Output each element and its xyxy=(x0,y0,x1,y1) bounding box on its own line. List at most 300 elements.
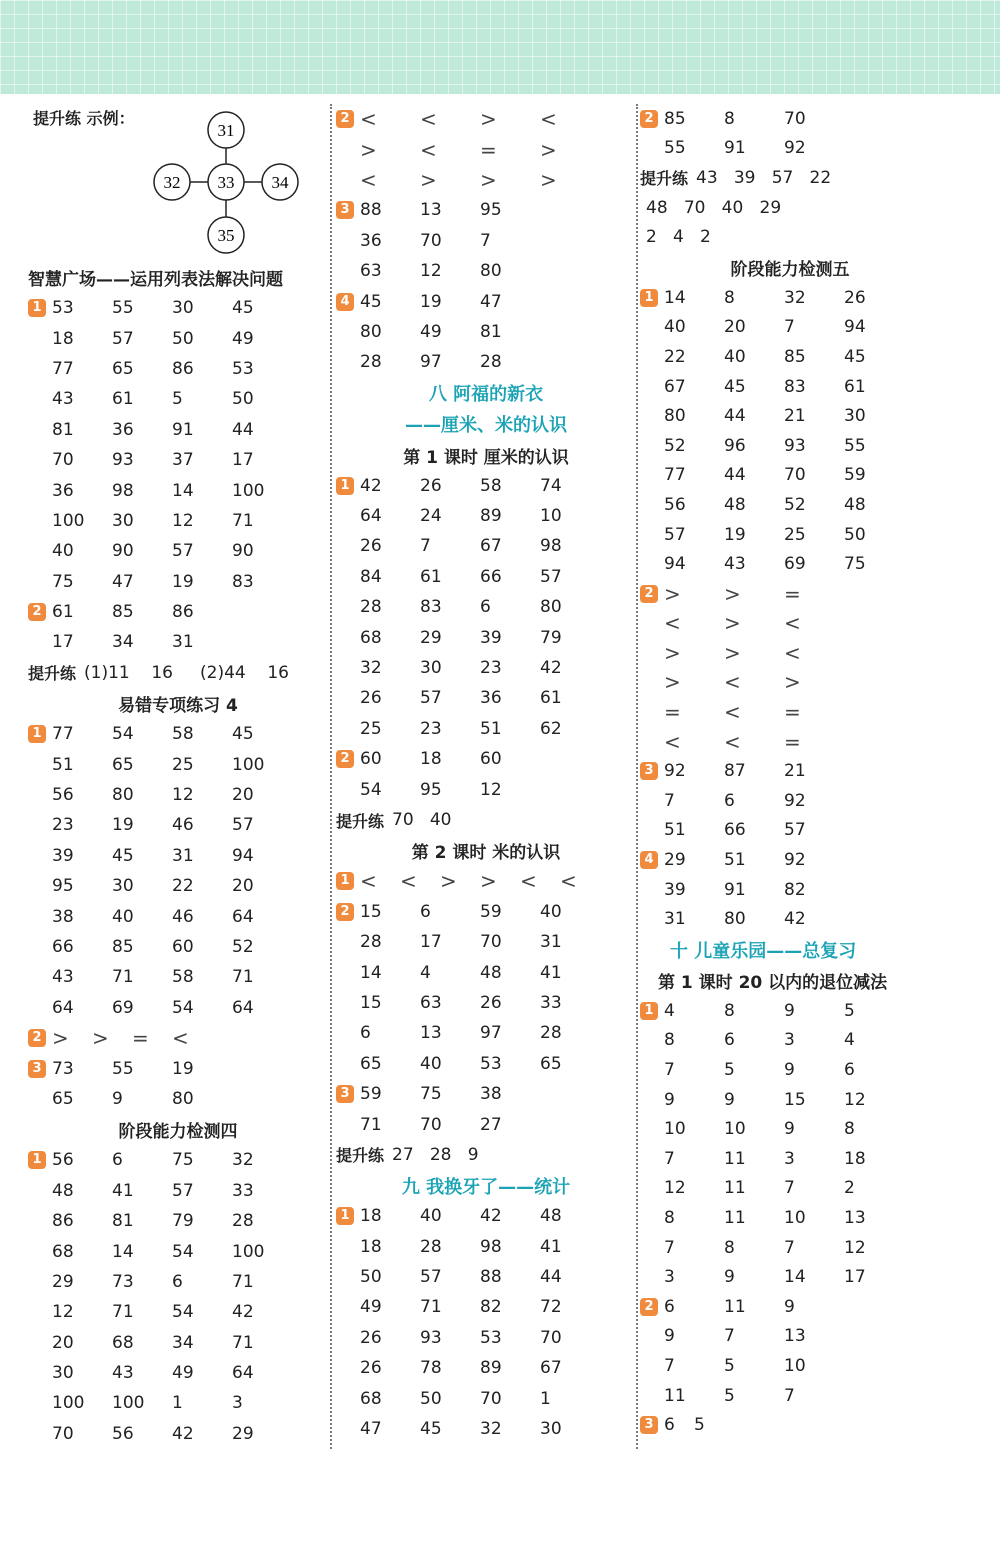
answer-value: 28 xyxy=(540,1023,562,1044)
answer-value: 29 xyxy=(52,1271,74,1292)
answer-row xyxy=(640,1055,940,1085)
answer-value: 66 xyxy=(480,566,502,587)
answer-value: 5 xyxy=(724,1060,735,1081)
answer-value: 32 xyxy=(360,658,382,679)
comparison-symbol: > xyxy=(440,869,457,894)
answer-value: 60 xyxy=(480,749,502,770)
answer-value: 30 xyxy=(540,1419,562,1440)
answer-value: 87 xyxy=(724,761,746,782)
answer-value: 78 xyxy=(420,1358,442,1379)
answer-value: 51 xyxy=(52,754,74,775)
answer-value: 59 xyxy=(480,901,502,922)
answer-value: 70 xyxy=(480,1388,502,1409)
answer-value: 61 xyxy=(52,602,74,623)
answer-value: 53 xyxy=(480,1053,502,1074)
comparison-symbol: = xyxy=(132,1026,149,1051)
answer-value: 69 xyxy=(112,997,134,1018)
answer-value: 100 xyxy=(232,480,265,501)
answer-value: 21 xyxy=(784,761,806,782)
answer-row xyxy=(640,1085,940,1115)
answer-value: 51 xyxy=(480,718,502,739)
answer-value: 42 xyxy=(540,658,562,679)
answer-value: 95 xyxy=(420,779,442,800)
answer-row xyxy=(640,1410,940,1440)
answer-row xyxy=(28,1053,328,1083)
answer-block xyxy=(640,579,940,757)
answer-value: 68 xyxy=(112,1332,134,1353)
lesson-title: 第 1 课时 厘米的认识 xyxy=(403,447,569,468)
answer-value: 82 xyxy=(480,1297,502,1318)
tisheng-label: 提升练 xyxy=(336,1146,385,1166)
answer-value: 28 xyxy=(480,352,502,373)
answer-value: 28 xyxy=(420,1236,442,1257)
answer-value: 7 xyxy=(784,1385,795,1406)
answer-row xyxy=(28,323,328,353)
answer-value: 42 xyxy=(172,1423,194,1444)
answer-row xyxy=(640,638,940,668)
answer-value: 19 xyxy=(112,815,134,836)
answer-value: 40 xyxy=(420,1206,442,1227)
answer-block xyxy=(336,104,636,195)
answer-value: 28 xyxy=(232,1211,254,1232)
comparison-symbol: = xyxy=(480,137,497,162)
answer-value: 6 xyxy=(664,1296,675,1317)
answer-row xyxy=(640,372,940,402)
answer-value: 18 xyxy=(52,328,74,349)
answer-value: 80 xyxy=(360,321,382,342)
answer-value: 55 xyxy=(844,435,866,456)
answer-value: 31 xyxy=(172,845,194,866)
answer-value: 98 xyxy=(112,480,134,501)
answer-value: 7 xyxy=(784,1237,795,1258)
answer-value: 29 xyxy=(232,1423,254,1444)
question-number-badge: 1 xyxy=(28,725,46,743)
answer-value: 89 xyxy=(480,506,502,527)
answer-value: 7 xyxy=(664,1060,675,1081)
unit-title: 十 儿童乐园——总复习 xyxy=(670,940,857,962)
answer-value: 71 xyxy=(232,1271,254,1292)
answer-row xyxy=(336,1323,636,1353)
question-number-badge: 3 xyxy=(336,201,354,219)
answer-value: 65 xyxy=(112,358,134,379)
answer-value: 80 xyxy=(480,261,502,282)
answer-value: 98 xyxy=(540,536,562,557)
unit-title: 九 我换牙了——统计 xyxy=(401,1176,571,1198)
comparison-symbol: > xyxy=(540,137,557,162)
tisheng-row xyxy=(28,658,328,688)
answer-row xyxy=(336,256,636,286)
comparison-symbol: < xyxy=(520,869,537,894)
answer-value: 80 xyxy=(724,909,746,930)
comparison-symbol: < xyxy=(540,107,557,132)
answer-value: 38 xyxy=(480,1084,502,1105)
answer-value: 1 xyxy=(540,1388,551,1409)
question-number-badge: 1 xyxy=(28,299,46,317)
answer-row xyxy=(640,579,940,609)
top-grid-band xyxy=(0,0,1000,94)
answer-value: 32 xyxy=(232,1150,254,1171)
question-number-badge: 4 xyxy=(640,851,658,869)
answer-row xyxy=(28,1419,328,1449)
answer-value: 93 xyxy=(112,450,134,471)
answer-value: 61 xyxy=(420,566,442,587)
answer-value: 74 xyxy=(540,475,562,496)
answer-value: 59 xyxy=(844,465,866,486)
diagram-num-center: 33 xyxy=(217,173,235,192)
answer-value: 93 xyxy=(420,1327,442,1348)
answer-row xyxy=(336,744,636,774)
answer-row xyxy=(28,962,328,992)
answer-value: 43 xyxy=(724,554,746,575)
answer-row xyxy=(336,683,636,713)
answer-value: 100 xyxy=(232,754,265,775)
answer-value: 9 xyxy=(664,1089,675,1110)
answer-value: 22 xyxy=(172,876,194,897)
answer-row xyxy=(336,653,636,683)
answer-block xyxy=(336,471,636,745)
question-number-badge: 1 xyxy=(28,1151,46,1169)
tisheng-text: (1)11 16 (2)44 16 xyxy=(84,662,289,683)
answer-value: 91 xyxy=(724,138,746,159)
answer-row xyxy=(640,1114,940,1144)
answer-value: 44 xyxy=(540,1267,562,1288)
answer-row xyxy=(28,871,328,901)
answer-value: 95 xyxy=(52,876,74,897)
answer-value: 85 xyxy=(784,346,806,367)
answer-row xyxy=(640,431,940,461)
answer-row xyxy=(336,714,636,744)
answer-value: 80 xyxy=(664,406,686,427)
answer-value: 63 xyxy=(360,261,382,282)
answer-row xyxy=(336,286,636,316)
answer-value: 28 xyxy=(360,932,382,953)
answer-row xyxy=(336,531,636,561)
answer-value: 47 xyxy=(480,291,502,312)
question-number-badge: 2 xyxy=(640,1298,658,1316)
answer-value: 77 xyxy=(52,724,74,745)
answer-value: 8 xyxy=(664,1030,675,1051)
answer-value: 97 xyxy=(420,352,442,373)
section-title: 阶段能力检测四 xyxy=(118,1122,238,1143)
answer-value: 88 xyxy=(480,1267,502,1288)
answer-row xyxy=(28,810,328,840)
answer-row xyxy=(28,1084,328,1114)
answer-value: 12 xyxy=(52,1302,74,1323)
answer-value: 31 xyxy=(172,632,194,653)
answer-value: 10 xyxy=(664,1119,686,1140)
answer-block xyxy=(640,104,940,163)
answer-value: 73 xyxy=(112,1271,134,1292)
answer-value: 17 xyxy=(52,632,74,653)
comparison-symbol: < xyxy=(172,1026,189,1051)
diagram-num-top: 31 xyxy=(217,121,235,140)
answer-row xyxy=(640,283,940,313)
answer-row xyxy=(336,927,636,957)
answer-value: 26 xyxy=(360,1358,382,1379)
answer-value: 26 xyxy=(480,992,502,1013)
answer-row xyxy=(28,841,328,871)
answer-value: 57 xyxy=(172,541,194,562)
answer-value: 17 xyxy=(844,1267,866,1288)
answer-value: 6 xyxy=(360,1023,371,1044)
answer-value: 46 xyxy=(172,815,194,836)
answer-value: 92 xyxy=(784,790,806,811)
answer-value: 5 xyxy=(724,1355,735,1376)
answer-row xyxy=(28,475,328,505)
answer-value: 26 xyxy=(360,688,382,709)
answer-value: 61 xyxy=(844,376,866,397)
answer-value: 13 xyxy=(420,200,442,221)
question-number-badge: 2 xyxy=(336,903,354,921)
answer-value: 100 xyxy=(52,510,85,531)
answer-value: 85 xyxy=(664,108,686,129)
answer-value: 8 xyxy=(724,108,735,129)
answer-value: 26 xyxy=(360,1327,382,1348)
answer-value: 73 xyxy=(52,1058,74,1079)
answer-value: 61 xyxy=(540,688,562,709)
comparison-symbol: = xyxy=(784,581,801,606)
answer-row xyxy=(28,1267,328,1297)
answer-row xyxy=(640,1381,940,1411)
question-number-badge: 1 xyxy=(336,1207,354,1225)
answer-block xyxy=(336,866,636,896)
answer-value: 13 xyxy=(844,1207,866,1228)
answer-value: 29 xyxy=(420,627,442,648)
tisheng-row xyxy=(640,222,940,252)
answer-value: 14 xyxy=(784,1267,806,1288)
answer-value: 46 xyxy=(172,906,194,927)
answer-value: 48 xyxy=(480,962,502,983)
answer-row xyxy=(336,774,636,804)
answer-row xyxy=(28,719,328,749)
answer-row xyxy=(640,904,940,934)
tisheng-text: 43 39 57 22 xyxy=(696,167,832,188)
answer-value: 47 xyxy=(360,1419,382,1440)
answer-row xyxy=(640,1144,940,1174)
answer-block xyxy=(336,744,636,805)
answer-row xyxy=(336,317,636,347)
diagram-num-bottom: 35 xyxy=(217,226,235,245)
answer-value: 57 xyxy=(664,524,686,545)
answer-value: 75 xyxy=(52,571,74,592)
answer-value: 15 xyxy=(360,992,382,1013)
answer-value: 77 xyxy=(664,465,686,486)
answer-value: 5 xyxy=(724,1385,735,1406)
answer-value: 8 xyxy=(844,1119,855,1140)
comparison-symbol: < xyxy=(400,869,417,894)
answer-row xyxy=(640,1351,940,1381)
tisheng-row xyxy=(336,805,636,835)
answer-value: 6 xyxy=(664,1415,675,1436)
answer-row xyxy=(28,536,328,566)
answer-value: 70 xyxy=(420,230,442,251)
answer-value: 12 xyxy=(480,779,502,800)
answer-row xyxy=(28,749,328,779)
answer-value: 13 xyxy=(784,1326,806,1347)
answer-row xyxy=(28,1358,328,1388)
answer-row xyxy=(336,866,636,896)
answer-value: 52 xyxy=(664,435,686,456)
answer-value: 25 xyxy=(360,718,382,739)
answer-value: 30 xyxy=(420,658,442,679)
answer-value: 56 xyxy=(664,494,686,515)
answer-row xyxy=(28,1145,328,1175)
number-cross-diagram xyxy=(28,104,328,262)
section-title: 易错专项练习 4 xyxy=(118,696,238,717)
answer-value: 65 xyxy=(360,1053,382,1074)
comparison-symbol: > xyxy=(420,167,437,192)
answer-row xyxy=(640,756,940,786)
answer-value: 60 xyxy=(172,937,194,957)
comparison-symbol: < xyxy=(560,869,577,894)
answer-value: 57 xyxy=(112,328,134,349)
tisheng-text: 27 28 9 xyxy=(392,1144,479,1165)
answer-row xyxy=(336,1049,636,1079)
answer-value: 70 xyxy=(784,465,806,486)
answer-value: 65 xyxy=(112,754,134,775)
answer-value: 94 xyxy=(664,554,686,575)
column-divider xyxy=(330,104,332,1449)
answer-value: 42 xyxy=(360,475,382,496)
answer-value: 96 xyxy=(724,435,746,456)
answer-row xyxy=(28,780,328,810)
answer-value: 41 xyxy=(540,1236,562,1257)
answer-row xyxy=(28,1023,328,1053)
answer-row xyxy=(640,1322,940,1352)
answer-value: 43 xyxy=(112,1363,134,1384)
answer-value: 45 xyxy=(360,291,382,312)
answer-value: 57 xyxy=(172,1180,194,1201)
answer-value: 20 xyxy=(724,317,746,338)
answer-block xyxy=(28,1023,328,1053)
answer-value: 57 xyxy=(420,1267,442,1288)
answer-row xyxy=(640,313,940,343)
section-title: 智慧广场——运用列表法解决问题 xyxy=(28,270,283,290)
answer-row xyxy=(640,1292,940,1322)
answer-value: 4 xyxy=(844,1030,855,1051)
answer-value: 11 xyxy=(724,1296,746,1317)
answer-value: 70 xyxy=(540,1327,562,1348)
answer-value: 12 xyxy=(172,510,194,531)
answer-row xyxy=(640,1174,940,1204)
comparison-symbol: < xyxy=(360,167,377,192)
answer-value: 19 xyxy=(420,291,442,312)
answer-value: 81 xyxy=(480,321,502,342)
answer-value: 7 xyxy=(784,1178,795,1199)
answer-value: 90 xyxy=(232,541,254,562)
answer-value: 29 xyxy=(664,850,686,871)
answer-value: 56 xyxy=(52,1150,74,1171)
answer-value: 41 xyxy=(112,1180,134,1201)
answer-value: 10 xyxy=(724,1119,746,1140)
answer-value: 62 xyxy=(540,718,562,739)
lesson-title: 第 2 课时 米的认识 xyxy=(411,843,561,864)
column-2 xyxy=(336,104,636,1449)
answer-block xyxy=(640,283,940,579)
answer-row xyxy=(336,1414,636,1444)
comparison-symbol: > xyxy=(784,670,801,695)
answer-value: 14 xyxy=(112,1241,134,1262)
answer-value: 30 xyxy=(112,510,134,531)
answer-value: 18 xyxy=(360,1236,382,1257)
answer-value: 98 xyxy=(480,1236,502,1257)
answer-value: 12 xyxy=(844,1089,866,1110)
answer-value: 14 xyxy=(360,962,382,983)
answer-value: 51 xyxy=(724,850,746,871)
answer-value: 59 xyxy=(360,1084,382,1105)
answer-row xyxy=(640,490,940,520)
comparison-symbol: < xyxy=(784,640,801,665)
answer-value: 18 xyxy=(844,1148,866,1169)
answer-value: 89 xyxy=(480,1358,502,1379)
answer-value: 97 xyxy=(480,1023,502,1044)
question-number-badge: 2 xyxy=(640,585,658,603)
answer-value: 67 xyxy=(540,1358,562,1379)
answer-value: 84 xyxy=(360,566,382,587)
example-block xyxy=(28,104,328,262)
answer-row xyxy=(336,622,636,652)
answer-value: 70 xyxy=(784,108,806,129)
answer-block xyxy=(28,293,328,597)
answer-value: 45 xyxy=(232,724,254,745)
question-number-badge: 4 xyxy=(336,293,354,311)
answer-row xyxy=(336,1353,636,1383)
answer-value: 67 xyxy=(480,536,502,557)
answer-row xyxy=(640,1026,940,1056)
answer-value: 64 xyxy=(232,906,254,927)
answer-value: 7 xyxy=(724,1326,735,1347)
answer-value: 57 xyxy=(420,688,442,709)
answer-row xyxy=(336,1201,636,1231)
answer-value: 54 xyxy=(172,1241,194,1262)
answer-row xyxy=(640,697,940,727)
answer-row xyxy=(640,401,940,431)
answer-row xyxy=(640,342,940,372)
answer-row xyxy=(640,461,940,491)
answer-value: 70 xyxy=(420,1114,442,1135)
answer-value: 53 xyxy=(52,298,74,319)
answer-value: 12 xyxy=(844,1237,866,1258)
answer-value: 81 xyxy=(52,419,74,440)
comparison-symbol: > xyxy=(540,167,557,192)
answer-value: 30 xyxy=(112,876,134,897)
answer-value: 71 xyxy=(360,1114,382,1135)
answer-value: 19 xyxy=(172,1058,194,1079)
answer-value: 44 xyxy=(724,465,746,486)
answer-value: 41 xyxy=(540,962,562,983)
answer-block xyxy=(336,1079,636,1140)
section-title: 阶段能力检测五 xyxy=(730,259,850,280)
answer-value: 24 xyxy=(420,506,442,527)
answer-value: 42 xyxy=(232,1302,254,1323)
answer-block xyxy=(640,1410,940,1440)
answer-value: 9 xyxy=(784,1119,795,1140)
answer-value: 92 xyxy=(784,138,806,159)
tisheng-text: 2 4 2 xyxy=(646,227,711,248)
answer-value: 39 xyxy=(480,627,502,648)
answer-row xyxy=(336,134,636,164)
answer-value: 10 xyxy=(784,1207,806,1228)
answer-value: 48 xyxy=(52,1180,74,1201)
answer-value: 39 xyxy=(52,845,74,866)
answer-value: 4 xyxy=(420,962,431,983)
answer-value: 44 xyxy=(724,406,746,427)
answer-row xyxy=(28,384,328,414)
comparison-symbol: < xyxy=(664,729,681,754)
comparison-symbol: > xyxy=(664,640,681,665)
answer-value: 6 xyxy=(480,597,491,618)
answer-value: 100 xyxy=(112,1393,145,1414)
